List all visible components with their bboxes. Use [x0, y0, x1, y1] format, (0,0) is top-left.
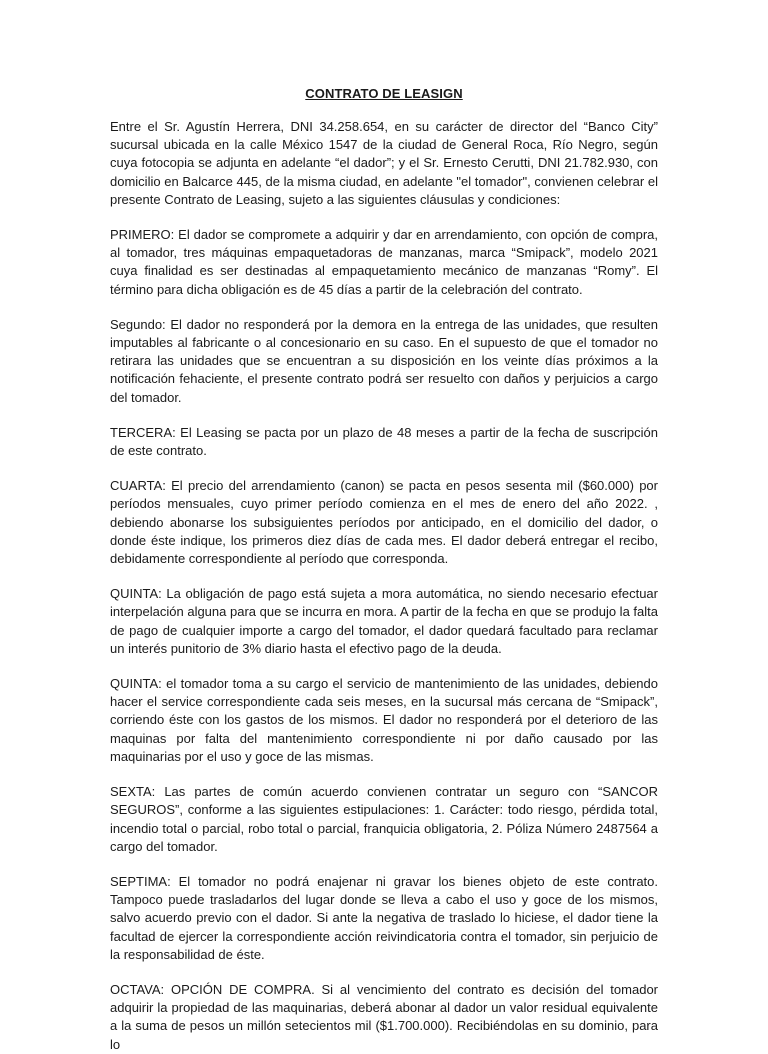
clause-lead: SEXTA:	[110, 784, 156, 800]
clause-quinta-mantenimiento	[110, 675, 658, 766]
clause-text: El Leasing se pacta por un plazo de 48 meses a partir de la fecha de suscripción de este contrato.	[110, 424, 658, 459]
clause-text: OPCIÓN DE COMPRA. Si al vencimiento del contrato es decisión del tomador adquirir la propiedad de las maquinarias, deberá abonar al dador un valor residual equivalente a la suma de pesos un millón setecientos mil ($1.700.000). Recibiéndolas en su dominio, para lo	[110, 981, 658, 1052]
clause-lead: Segundo:	[110, 316, 166, 332]
clause-lead: QUINTA:	[110, 586, 162, 602]
clause-text: El precio del arrendamiento (canon) se pacta en pesos sesenta mil ($60.000) por períodos mensuales, cuyo primer período comienza en el mes de enero del año 2022. , debiendo abonarse los subsiguientes períodos por anticipado, en el domicilio del dador, o donde éste indique, los primeros diez días de cada mes. El dador deberá entregar el recibo, debidamente correspondiente al período que corresponda.	[110, 478, 658, 567]
clause-text: El dador se compromete a adquirir y dar en arrendamiento, con opción de compra, al tomador, tres máquinas empaquetadoras de manzanas, marca “Smipack”, modelo 2021 cuya finalidad es ser destinadas al empaquetamiento mecánico de manzanas “Romy”. El término para dicha obligación es de 45 días a partir de la celebración del contrato.	[110, 227, 658, 297]
clause-segundo	[110, 316, 658, 407]
clause-primero	[110, 226, 658, 299]
clause-lead: QUINTA:	[110, 676, 162, 692]
clause-lead: OCTAVA:	[110, 981, 165, 997]
clause-text: el tomador toma a su cargo el servicio de mantenimiento de las unidades, debiendo hacer el service correspondiente cada seis meses, en la sucursal más cercana de “Smipack”, corriendo éste con los gastos de los mismos. El dador no responderá por el deterioro de las maquinas por falta del mantenimiento correspondiente ni por daño causado por las maquinarias por el uso y goce de las mismas.	[110, 676, 658, 764]
document-body	[110, 86, 658, 1054]
clause-cuarta	[110, 477, 658, 568]
clause-septima	[110, 873, 658, 964]
clause-octava	[110, 981, 658, 1054]
clause-text: El tomador no podrá enajenar ni gravar los bienes objeto de este contrato. Tampoco puede trasladarlos del lugar donde se lleva a cabo el uso y goce de los mismos, salvo acuerdo previo con el dador. Si ante la negativa de traslado lo hiciese, el dador tiene la facultad de ejercer la correspondiente acción reivindicatoria contra el tomador, sin perjuicio de la responsabilidad de éste.	[110, 873, 658, 962]
clause-text: El dador no responderá por la demora en la entrega de las unidades, que resulten imputables al fabricante o al concesionario en su caso. En el supuesto de que el tomador no retirara las unidades que se encuentran a su disposición en los veinte días próximos a la notificación fehaciente, el presente contrato podrá ser resuelto con daños y perjuicios a cargo del tomador.	[110, 316, 658, 405]
clause-text: Entre el Sr. Agustín Herrera, DNI 34.258.654, en su carácter de director del “Banco City” sucursal ubicada en la calle México 1547 de la ciudad de General Roca, Río Negro, según cuya fotocopia se adjunta en adelante “el dador”; y el Sr. Ernesto Cerutti, DNI 21.782.930, con domicilio en Balcarce 445, de la misma ciudad, en adelante "el tomador", convienen celebrar el presente Contrato de Leasing, sujeto a las siguientes cláusulas y condiciones:	[110, 119, 658, 207]
clause-lead: CUARTA:	[110, 478, 166, 494]
clause-lead: SEPTIMA:	[110, 873, 171, 889]
clause-lead: TERCERA:	[110, 424, 176, 440]
clause-text: Las partes de común acuerdo convienen contratar un seguro con “SANCOR SEGUROS”, conforme a las siguientes estipulaciones: 1. Carácter: todo riesgo, pérdida total, incendio total o parcial, robo total o parcial, franquicia obligatoria, 2. Póliza Número 2487564 a cargo del tomador.	[110, 784, 658, 854]
clause-lead: PRIMERO:	[110, 227, 175, 243]
clause-tercera	[110, 424, 658, 460]
clause-quinta-mora	[110, 585, 658, 658]
clause-intro	[110, 118, 658, 209]
clause-text: La obligación de pago está sujeta a mora automática, no siendo necesario efectuar interpelación alguna para que se incurra en mora. A partir de la fecha en que se produjo la falta de pago de cualquier importe a cargo del tomador, el dador quedará facultado para reclamar un interés punitorio de 3% diario hasta el efectivo pago de la deuda.	[110, 586, 658, 656]
clause-sexta	[110, 783, 658, 856]
document-title: CONTRATO DE LEASIGN	[305, 86, 463, 101]
